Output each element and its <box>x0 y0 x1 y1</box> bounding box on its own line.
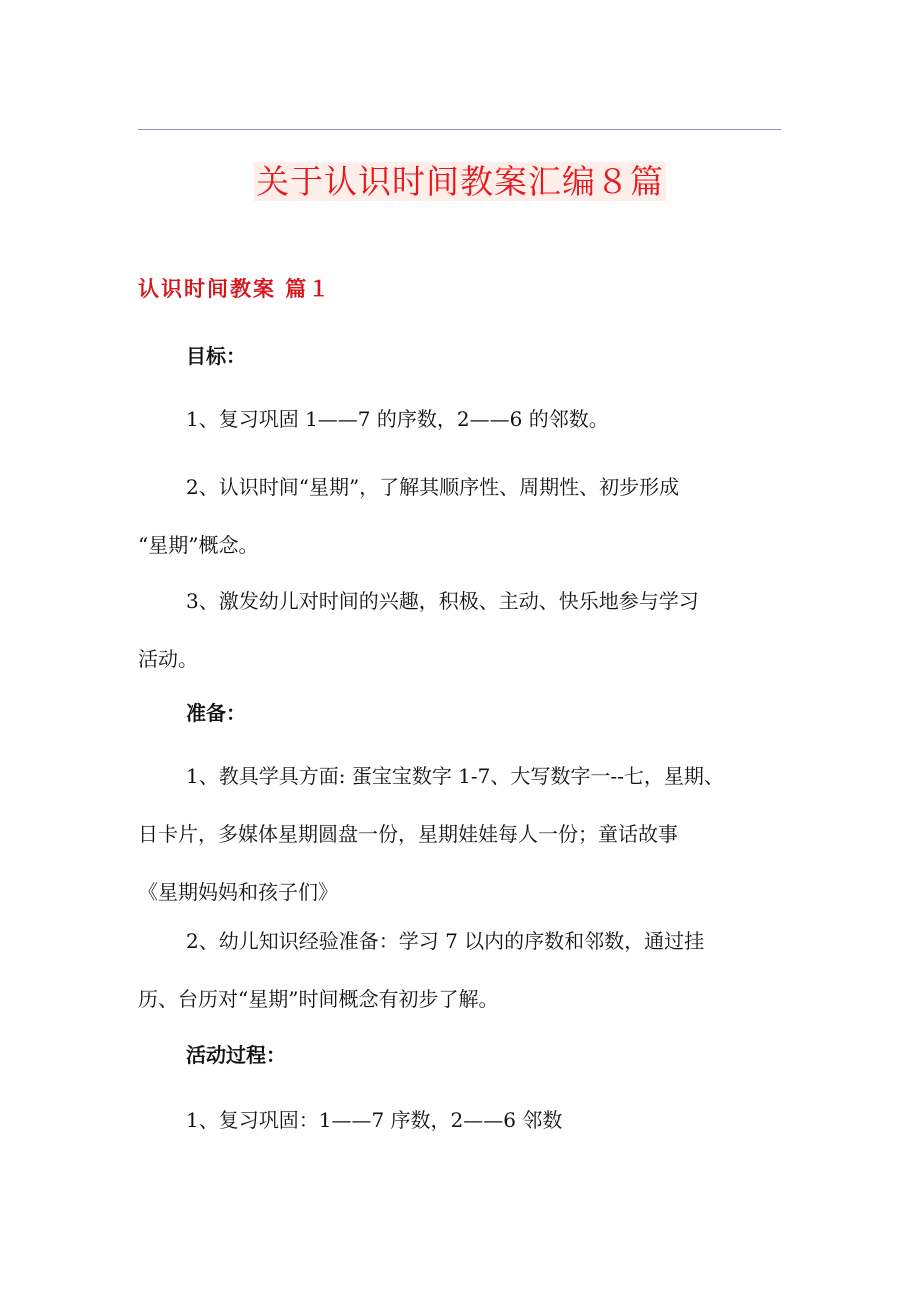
prep-item-1-line-2: 日卡片，多媒体星期圆盘一份，星期娃娃每人一份；童话故事 <box>138 822 678 846</box>
process-item-1 <box>186 1091 836 1149</box>
prep-item-2-line-1: 2、幼儿知识经验准备：学习 7 以内的序数和邻数，通过挂 <box>186 929 705 953</box>
section-heading: 认识时间教案 篇１ <box>138 277 332 301</box>
prep-item-1-line-3: 《星期妈妈和孩子们》 <box>138 880 338 904</box>
goal-item-2-line-2: “星期”概念。 <box>138 533 259 557</box>
prep-label <box>186 684 836 742</box>
header-rule <box>138 129 781 130</box>
document-title <box>0 158 920 206</box>
goal-label-text: 目标： <box>186 344 246 368</box>
goal-item-3-line-2: 活动。 <box>138 647 198 671</box>
prep-item-1-line-1: 1、教具学具方面: 蛋宝宝数字 1-7、大写数字一--七，星期、 <box>186 764 724 788</box>
prep-item-1 <box>138 747 788 921</box>
prep-item-2-line-2: 历、台历对“星期”时间概念有初步了解。 <box>138 987 499 1011</box>
process-item-1-line-1: 1、复习巩固：1——7 序数，2——6 邻数 <box>186 1108 563 1132</box>
goal-item-1 <box>186 390 836 448</box>
process-label-text: 活动过程： <box>186 1043 286 1067</box>
prep-label-text: 准备： <box>186 701 246 725</box>
process-label <box>186 1026 836 1084</box>
goal-item-3 <box>138 572 788 688</box>
goal-item-1-line-1: 1、复习巩固 1——7 的序数，2——6 的邻数。 <box>186 407 609 431</box>
goal-item-2 <box>138 458 788 574</box>
goal-item-2-line-1: 2、认识时间“星期”，了解其顺序性、周期性、初步形成 <box>186 475 680 499</box>
document-title-text: 关于认识时间教案汇编８篇 <box>256 162 664 201</box>
goal-label <box>186 327 836 385</box>
prep-item-2 <box>138 912 788 1028</box>
goal-item-3-line-1: 3、激发幼儿对时间的兴趣，积极、主动、快乐地参与学习 <box>186 589 699 613</box>
